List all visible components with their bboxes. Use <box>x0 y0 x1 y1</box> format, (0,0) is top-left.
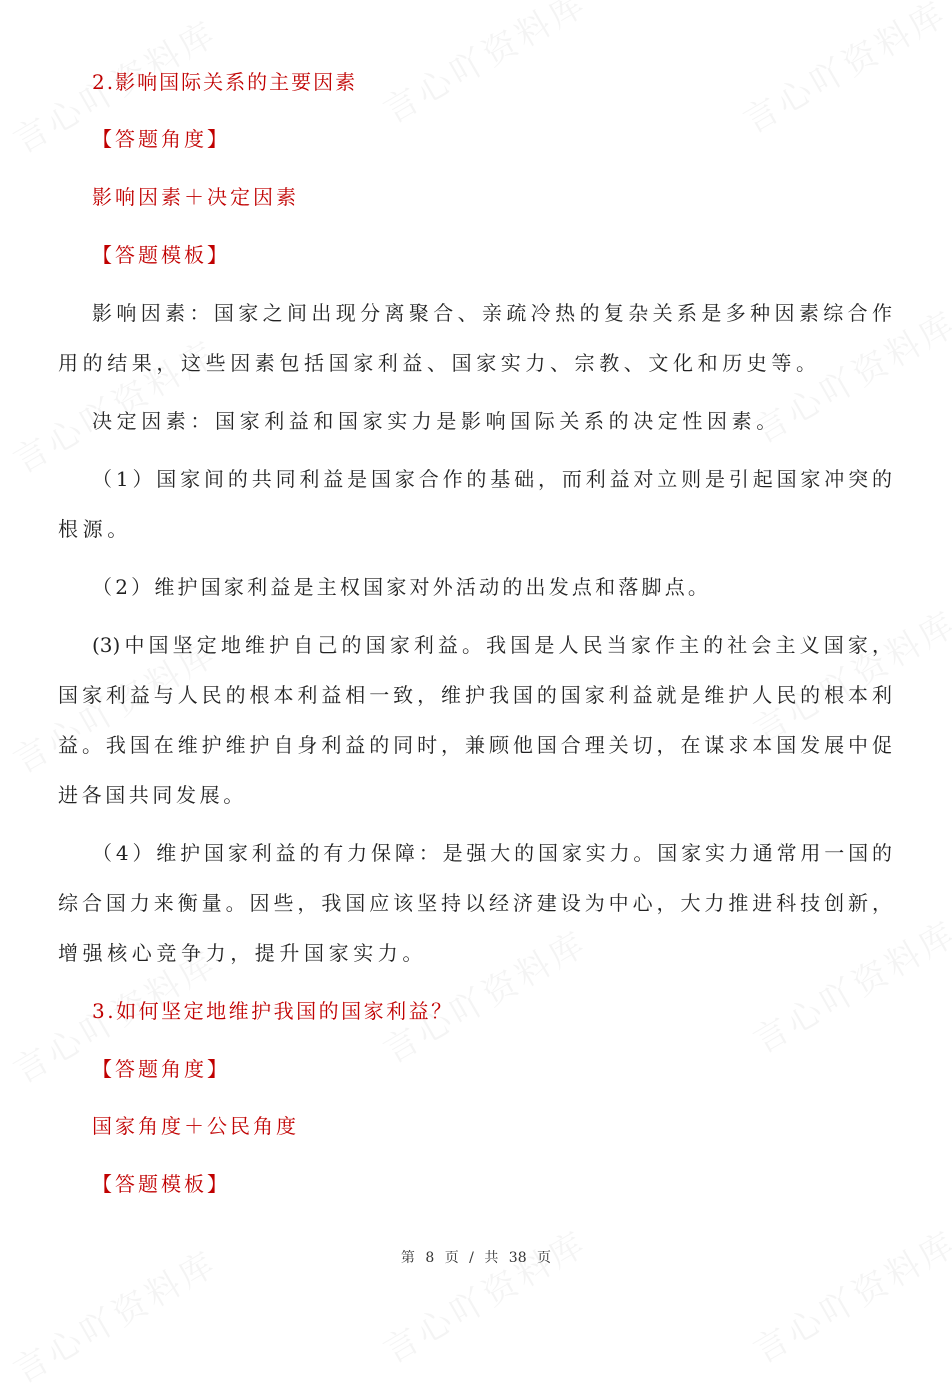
watermark <box>373 0 595 133</box>
watermark <box>743 906 952 1062</box>
answer-angle: 影响因素＋决定因素 <box>92 185 299 209</box>
answer-angle: 国家角度＋公民角度 <box>92 1114 299 1138</box>
body-line: 增强核心竞争力，提升国家实力。 <box>58 941 427 965</box>
body-line: （2）维护国家利益是主权国家对外活动的出发点和落脚点。 <box>92 575 712 599</box>
body-line: 决定因素：国家利益和国家实力是影响国际关系的决定性因素。 <box>92 409 781 433</box>
watermark <box>743 596 952 752</box>
body-line: 益。我国在维护维护自身利益的同时，兼顾他国合理关切，在谋求本国发展中促 <box>58 733 892 757</box>
body-line: 用的结果，这些因素包括国家利益、国家实力、宗教、文化和历史等。 <box>58 351 821 375</box>
watermark <box>373 1216 595 1372</box>
watermark <box>733 0 952 143</box>
answer-template-label: 【答题模板】 <box>92 243 230 267</box>
body-line: 根源。 <box>58 517 132 541</box>
body-line: (3)中国坚定地维护自己的国家利益。我国是人民当家作主的社会主义国家， <box>92 633 892 657</box>
section-3-title: 3.如何坚定地维护我国的国家利益？ <box>92 999 454 1023</box>
body-line: 进各国共同发展。 <box>58 783 247 807</box>
answer-template-label: 【答题模板】 <box>92 1172 230 1196</box>
body-line: （1）国家间的共同利益是国家合作的基础，而利益对立则是引起国家冲突的 <box>92 467 892 491</box>
page-number: 第 8 页 / 共 38 页 <box>400 1250 552 1266</box>
body-line: 影响因素：国家之间出现分离聚合、亲疏冷热的复杂关系是多种因素综合作 <box>92 301 892 325</box>
body-line: 综合国力来衡量。因些，我国应该坚持以经济建设为中心，大力推进科技创新， <box>58 891 892 915</box>
section-2-title: 2.影响国际关系的主要因素 <box>92 70 358 94</box>
answer-angle-label: 【答题角度】 <box>92 127 230 151</box>
body-line: 国家利益与人民的根本利益相一致，维护我国的国家利益就是维护人民的根本利 <box>58 683 892 707</box>
body-line: （4）维护国家利益的有力保障：是强大的国家实力。国家实力通常用一国的 <box>92 841 892 865</box>
watermark <box>743 1216 952 1372</box>
answer-angle-label: 【答题角度】 <box>92 1057 230 1081</box>
